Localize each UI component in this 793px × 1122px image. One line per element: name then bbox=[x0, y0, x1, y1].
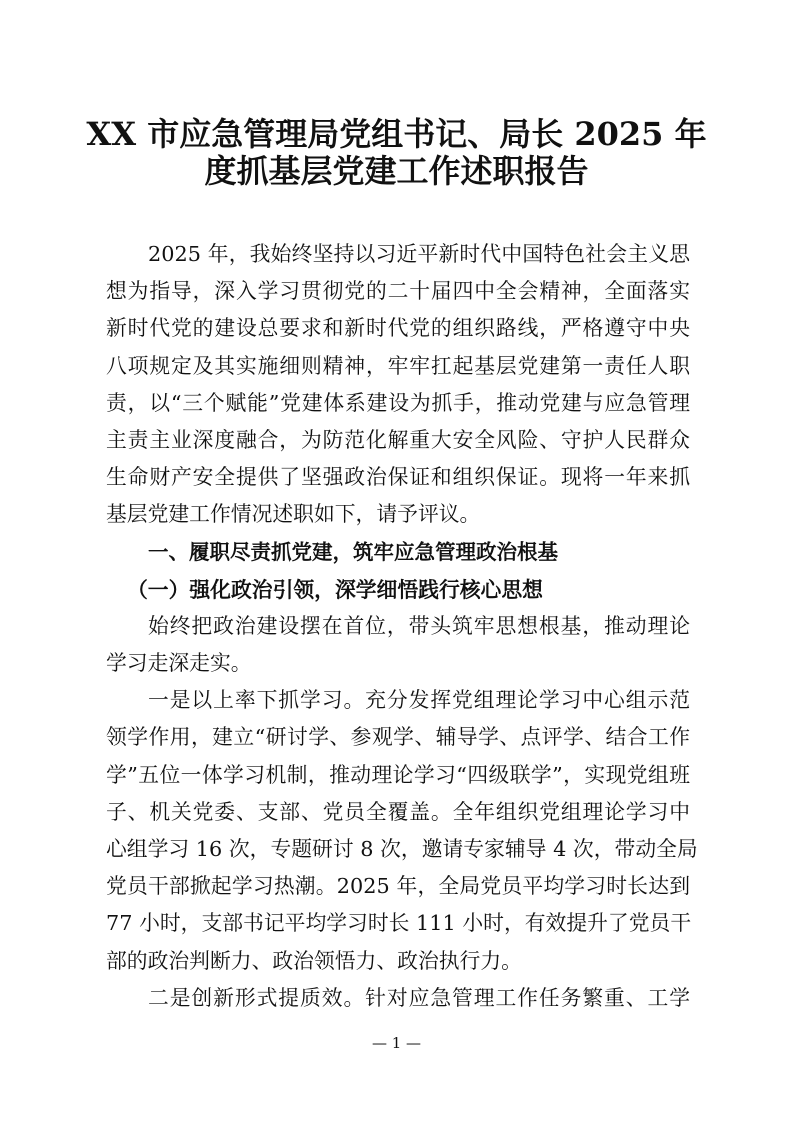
body-text-line: 生命财产安全提供了坚强政治保证和组织保证。现将一年来抓 bbox=[106, 465, 690, 490]
body-text-line: 子、机关党委、支部、党员全覆盖。全年组织党组理论学习中 bbox=[106, 799, 690, 824]
body-text-line: 责，以“三个赋能”党建体系建设为抓手，推动党建与应急管理 bbox=[106, 390, 690, 415]
page-number: — 1 — bbox=[371, 1034, 422, 1052]
body-text-line: 想为指导，深入学习贯彻党的二十届四中全会精神，全面落实 bbox=[106, 279, 690, 304]
body-text-line: 心组学习 16 次，专题研讨 8 次，邀请专家辅导 4 次，带动全局 bbox=[106, 837, 698, 861]
body-text-line: 学”五位一体学习机制，推动理论学习“四级联学”，实现党组班 bbox=[106, 762, 690, 787]
body-text-line: 基层党建工作情况述职如下，请予评议。 bbox=[106, 502, 481, 527]
title-line-1: XX 市应急管理局党组书记、局长 2025 年 bbox=[86, 115, 707, 153]
section-heading: 一、履职尽责抓党建，筑牢应急管理政治根基 bbox=[148, 539, 558, 564]
document-title bbox=[60, 116, 733, 190]
body-text-line: 部的政治判断力、政治领悟力、政治执行力。 bbox=[106, 948, 522, 973]
subsection-heading: （一）强化政治引领，深学细悟践行核心思想 bbox=[127, 576, 543, 602]
body-text-line: 一是以上率下抓学习。充分发挥党组理论学习中心组示范 bbox=[148, 688, 690, 713]
body-text-line: 党员干部掀起学习热潮。2025 年，全局党员平均学习时长达到 bbox=[106, 874, 690, 899]
body-text-line: 学习走深走实。 bbox=[106, 651, 252, 676]
body-text-line: 2025 年，我始终坚持以习近平新时代中国特色社会主义思 bbox=[148, 242, 690, 266]
body-text-line: 二是创新形式提质效。针对应急管理工作任务繁重、工学 bbox=[148, 985, 690, 1010]
document-body bbox=[106, 236, 698, 1017]
body-text-line: 始终把政治建设摆在首位，带头筑牢思想根基，推动理论 bbox=[148, 613, 690, 638]
body-text-line: 新时代党的建设总要求和新时代党的组织路线，严格遵守中央 bbox=[106, 316, 690, 341]
body-text-line: 主责主业深度融合，为防范化解重大安全风险、守护人民群众 bbox=[106, 427, 690, 452]
title-line-2: 度抓基层党建工作述职报告 bbox=[204, 152, 589, 190]
body-text-line: 八项规定及其实施细则精神，牢牢扛起基层党建第一责任人职 bbox=[106, 353, 690, 378]
body-text-line: 77 小时，支部书记平均学习时长 111 小时，有效提升了党员干 bbox=[106, 911, 692, 936]
body-text-line: 领学作用，建立“研讨学、参观学、辅导学、点评学、结合工作 bbox=[106, 725, 690, 750]
